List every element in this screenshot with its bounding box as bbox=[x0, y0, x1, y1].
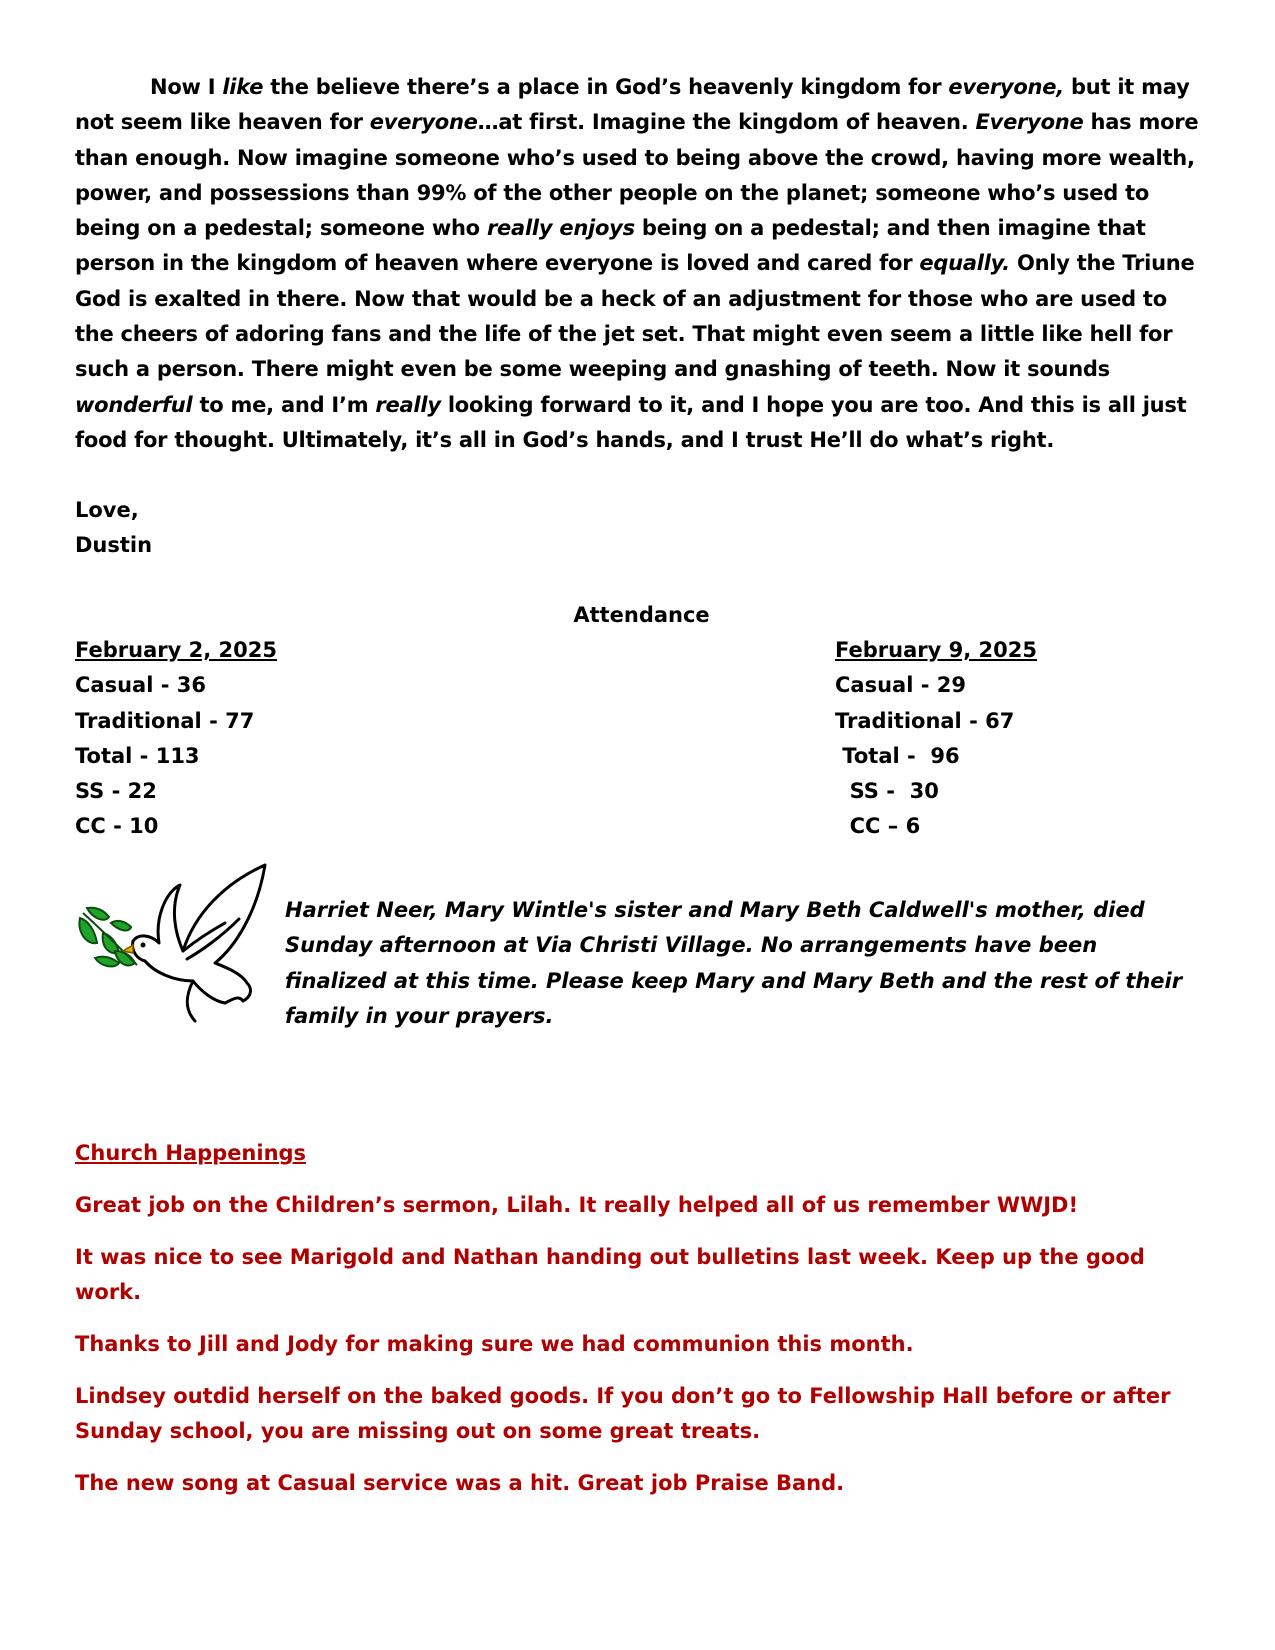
letter-signoff bbox=[75, 493, 1200, 563]
letter-emphasis: wonderful bbox=[75, 392, 193, 417]
letter-text: but it may not seem like heaven for bbox=[75, 75, 1190, 135]
happenings-item: Thanks to Jill and Jody for making sure we had communion this month. bbox=[75, 1332, 914, 1357]
attendance-week-1 bbox=[75, 633, 277, 844]
happenings-item: Great job on the Children’s sermon, Lilah. It really helped all of us remember WWJD! bbox=[75, 1193, 1079, 1218]
letter-text: has more than enough. Now imagine someone who’s used to being above the crowd, having more wealth, power, and possessions than 99% of the other people on the planet; someone who’s used to being on a pedestal; someone who bbox=[75, 110, 1199, 241]
letter-paragraph bbox=[75, 70, 1200, 458]
attendance-week-2 bbox=[835, 633, 1037, 844]
attendance-section bbox=[75, 633, 1200, 843]
attendance-ss: SS - 30 bbox=[835, 779, 939, 804]
attendance-casual: Casual - 29 bbox=[835, 673, 966, 698]
letter-text: the believe there’s a place in God’s heavenly kingdom for bbox=[263, 75, 949, 99]
obituary-section bbox=[75, 863, 1200, 1043]
obituary-text: Harriet Neer, Mary Wintle's sister and Mary Beth Caldwell's mother, died Sunday afternoon at Via Christi Village. No arrangements have been finalized at this time. Please keep Mary and Mary Beth and the rest of their family in your prayers. bbox=[285, 898, 1183, 1028]
letter-text: …at first. Imagine the kingdom of heaven. bbox=[477, 110, 976, 135]
attendance-total: Total - 96 bbox=[835, 743, 960, 768]
letter-emphasis: really bbox=[375, 392, 441, 417]
happenings-item: Lindsey outdid herself on the baked goods. If you don’t go to Fellowship Hall before or after Sunday school, you are missing out on some great treats. bbox=[75, 1384, 1171, 1444]
attendance-casual: Casual - 36 bbox=[75, 673, 206, 698]
attendance-traditional: Traditional - 77 bbox=[75, 708, 255, 733]
attendance-total: Total - 113 bbox=[75, 743, 200, 768]
attendance-cc: CC - 10 bbox=[75, 814, 159, 839]
newsletter-page bbox=[75, 70, 1200, 1518]
letter-emphasis: like bbox=[222, 75, 264, 99]
pastor-letter bbox=[75, 70, 1200, 458]
letter-emphasis: everyone, bbox=[948, 75, 1064, 99]
attendance-ss: SS - 22 bbox=[75, 779, 157, 804]
attendance-date: February 2, 2025 bbox=[75, 638, 277, 663]
letter-closing: Love, bbox=[75, 498, 139, 523]
attendance-traditional: Traditional - 67 bbox=[835, 708, 1015, 733]
letter-text: being on a pedestal; and then imagine that person in the kingdom of heaven where everyone is loved and cared for bbox=[75, 216, 1146, 276]
letter-text: Now I bbox=[150, 75, 223, 99]
letter-emphasis: Everyone bbox=[975, 110, 1084, 135]
dove-with-olive-branch-icon bbox=[75, 863, 275, 1035]
letter-signature: Dustin bbox=[75, 533, 153, 558]
letter-text: Only the Triune God is exalted in there. Now that would be a heck of an adjustment for those who are used to the cheers of adoring fans and the life of the jet set. That might even seem a little like hell for such a person. There might even be some weeping and gnashing of teeth. Now it sounds bbox=[75, 251, 1195, 382]
attendance-date: February 9, 2025 bbox=[835, 638, 1037, 663]
happenings-item: It was nice to see Marigold and Nathan handing out bulletins last week. Keep up the good work. bbox=[75, 1245, 1145, 1305]
letter-emphasis: everyone bbox=[369, 110, 478, 135]
happenings-item: The new song at Casual service was a hit. Great job Praise Band. bbox=[75, 1471, 845, 1496]
letter-emphasis: really enjoys bbox=[486, 216, 635, 241]
happenings-title: Church Happenings bbox=[75, 1141, 307, 1166]
attendance-title: Attendance bbox=[573, 603, 710, 628]
attendance-cc: CC – 6 bbox=[835, 814, 921, 839]
letter-text: to me, and I’m bbox=[192, 392, 376, 417]
letter-emphasis: equally. bbox=[919, 251, 1010, 276]
letter-text: looking forward to it, and I hope you are too. And this is all just food for thought. Ultimately, it’s all in God’s hands, and I trust He’ll do what’s right. bbox=[75, 392, 1187, 452]
church-happenings bbox=[75, 1138, 1200, 1501]
